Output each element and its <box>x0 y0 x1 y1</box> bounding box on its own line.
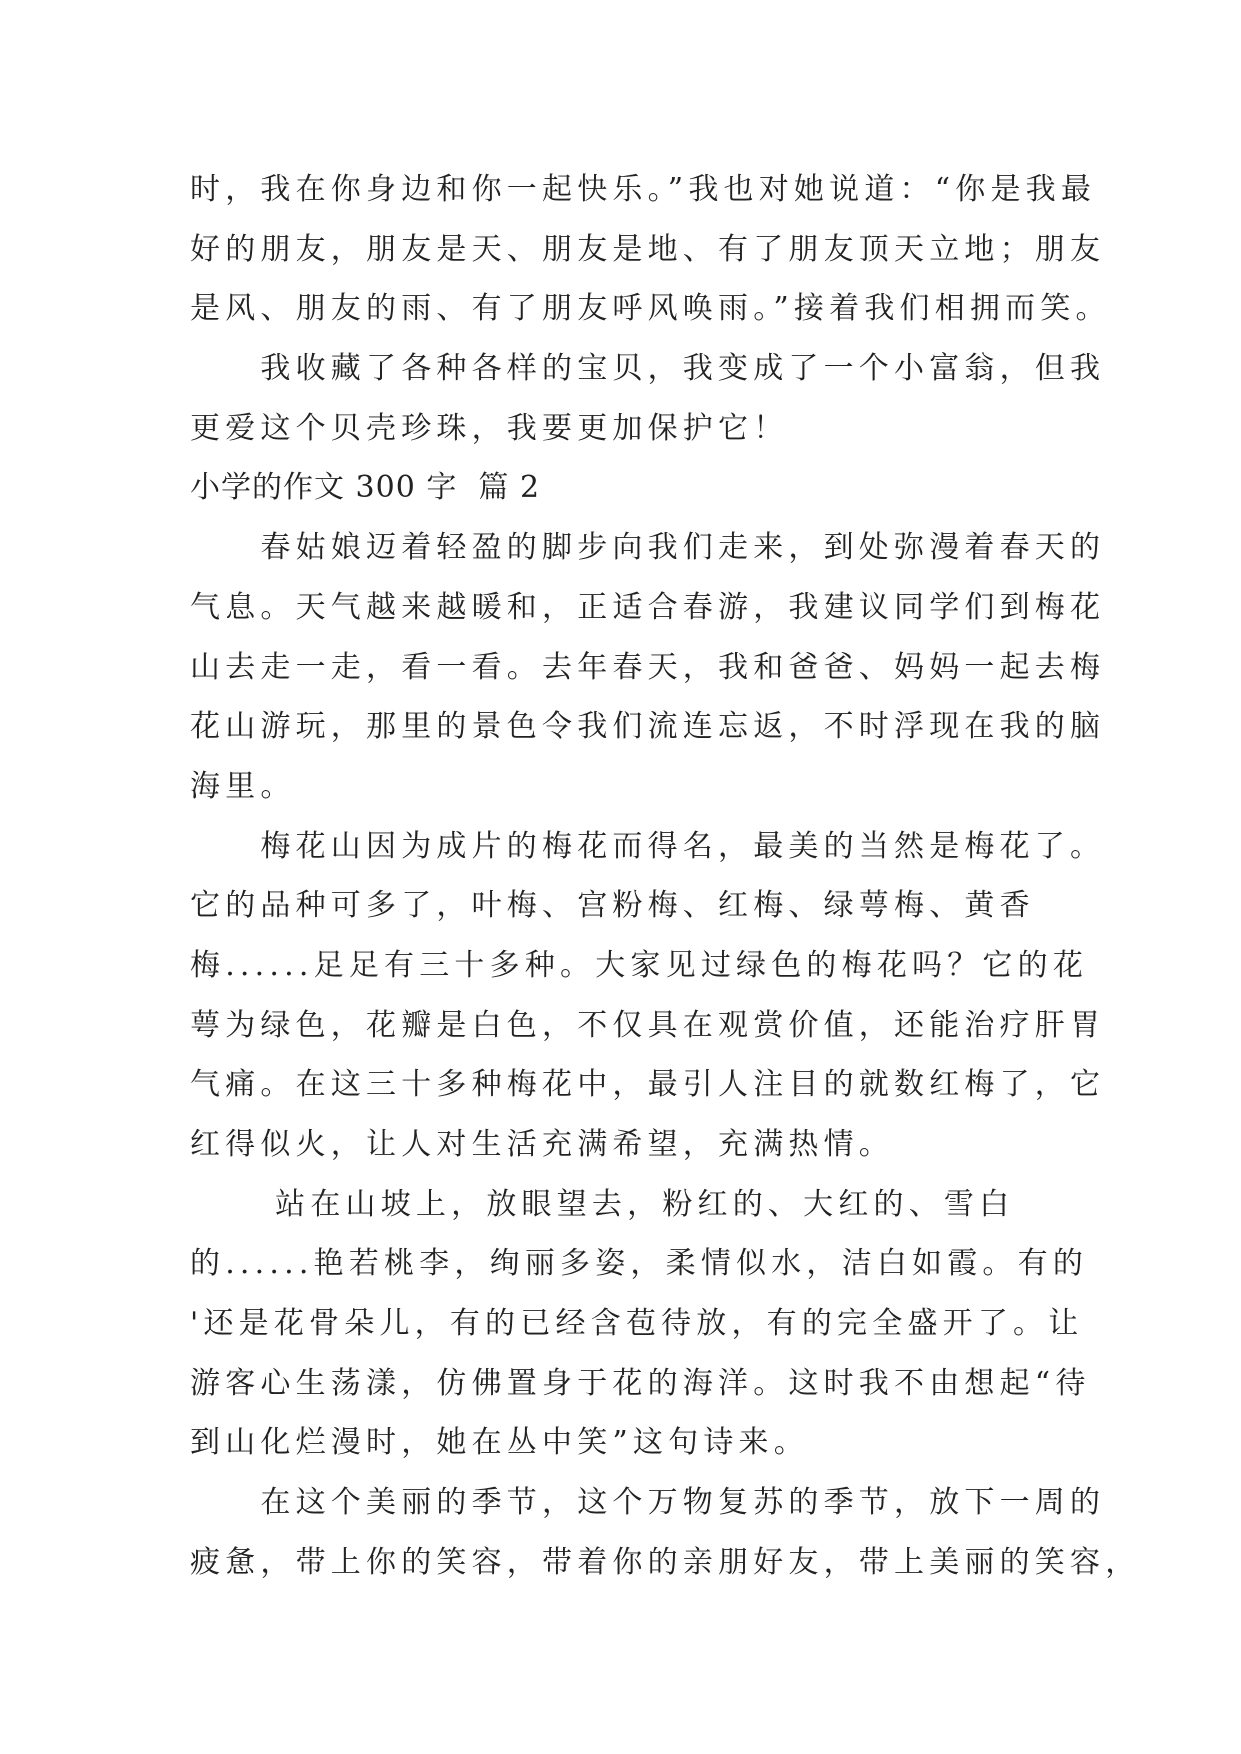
text-line: 气息。天气越来越暖和，正适合春游，我建议同学们到梅花 <box>190 589 1106 625</box>
text-line: 梅......足足有三十多种。大家见过绿色的梅花吗？它的花 <box>190 947 1089 983</box>
text-line: 是风、朋友的雨、有了朋友呼风唤雨。”接着我们相拥而笑。 <box>190 291 1111 327</box>
text-line: 山去走一走，看一看。去年春天，我和爸爸、妈妈一起去梅 <box>190 649 1106 685</box>
text-line: 站在山坡上，放眼望去，粉红的、大红的、雪白 <box>190 1186 1015 1222</box>
text-line: 气痛。在这三十多种梅花中，最引人注目的就数红梅了，它 <box>190 1067 1106 1103</box>
text-line: 的......艳若桃李，绚丽多姿，柔情似水，洁白如霞。有的 <box>190 1246 1089 1282</box>
text-line: 萼为绿色，花瓣是白色，不仅具在观赏价值，还能治疗肝胃 <box>190 1007 1106 1043</box>
text-line: 春姑娘迈着轻盈的脚步向我们走来，到处弥漫着春天的 <box>190 530 1106 566</box>
text-line: 时，我在你身边和你一起快乐。”我也对她说道：“你是我最 <box>190 172 1097 207</box>
text-line: 疲惫，带上你的笑容，带着你的亲朋好友，带上美丽的笑容， <box>190 1544 1141 1580</box>
text-line: 花山游玩，那里的景色令我们流连忘返，不时浮现在我的脑 <box>190 709 1106 745</box>
text-line: 游客心生荡漾，仿佛置身于花的海洋。这时我不由想起“待 <box>190 1365 1091 1401</box>
text-line: 海里。 <box>190 768 296 804</box>
document-body <box>190 160 1141 1593</box>
text-line: 我收藏了各种各样的宝贝，我变成了一个小富翁，但我 <box>190 351 1106 387</box>
text-line: 它的品种可多了，叶梅、宫粉梅、红梅、绿萼梅、黄香 <box>190 888 1035 924</box>
section-heading: 小学的作文 300 字 篇 2 <box>190 470 541 506</box>
text-line: 梅花山因为成片的梅花而得名，最美的当然是梅花了。 <box>190 828 1106 864</box>
text-line: 红得似火，让人对生活充满希望，充满热情。 <box>190 1127 894 1162</box>
text-line: 更爱这个贝壳珍珠，我要更加保护它！ <box>190 410 789 446</box>
text-line: '还是花骨朵儿，有的已经含苞待放，有的完全盛开了。让 <box>190 1306 1084 1342</box>
text-line: 好的朋友，朋友是天、朋友是地、有了朋友顶天立地；朋友 <box>190 231 1106 267</box>
text-line: 在这个美丽的季节，这个万物复苏的季节，放下一周的 <box>190 1485 1106 1521</box>
text-line: 到山化烂漫时，她在丛中笑”这句诗来。 <box>190 1425 809 1461</box>
